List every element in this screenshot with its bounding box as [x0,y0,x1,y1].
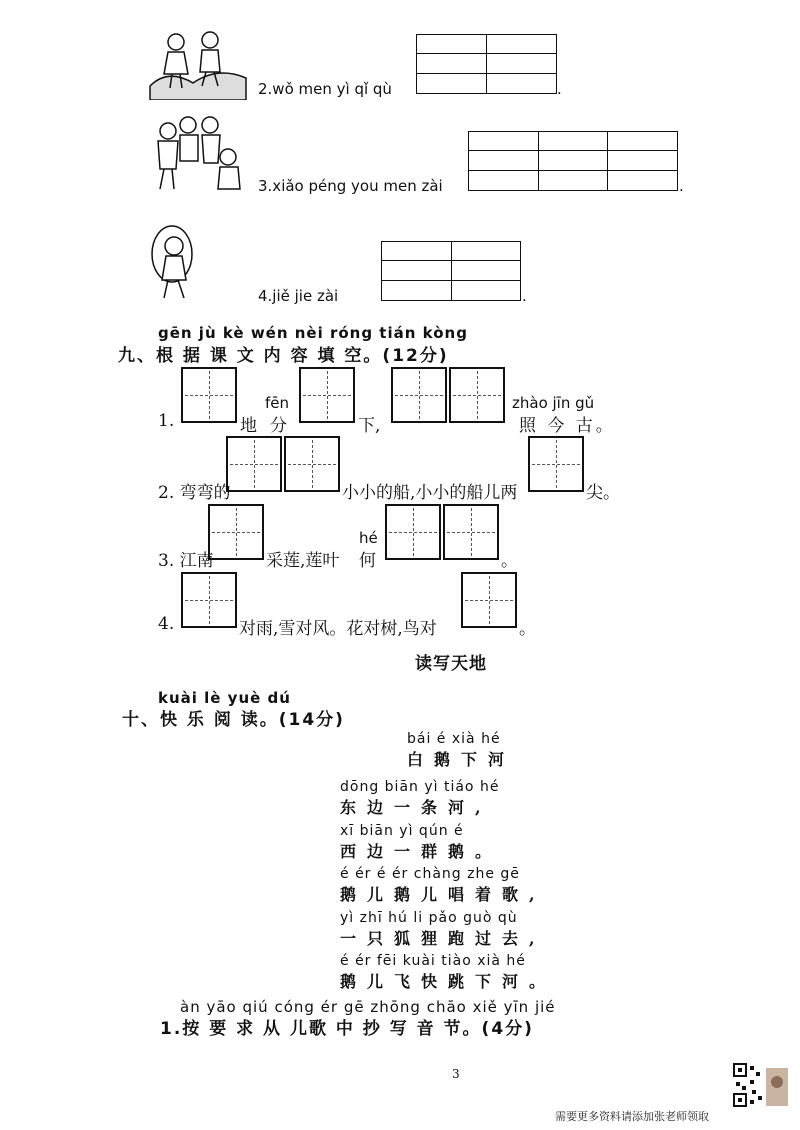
char-box[interactable] [385,504,441,560]
char-box[interactable] [528,436,584,492]
period: . [557,80,562,98]
page-number: 3 [452,1067,460,1081]
period: . [679,177,684,195]
poem-line-text: 鹅儿鹅儿唱着歌, [340,885,546,904]
l1-num: 1. [158,411,175,431]
l2-text-a: 2. 弯弯的 [158,483,231,503]
l4-text-a: 对雨,雪对风。花对树,鸟对 [239,619,437,639]
char-box[interactable] [226,436,282,492]
char-box[interactable] [299,367,355,423]
l4-num: 4. [158,614,175,634]
poem-line [340,866,600,905]
char-box[interactable] [181,572,237,628]
l3-text-b: 采莲,莲叶 [266,551,340,571]
char-box[interactable] [208,504,264,560]
answer-grid-4[interactable] [381,241,521,301]
section-title: 读写天地 [415,654,487,674]
l3-text-he: 何 [359,551,376,571]
poem-title-block [407,731,667,770]
l1-pinyin-d: zhào jīn gǔ [512,394,595,412]
l3-text-a: 3. 江南 [158,551,214,571]
girl-skipping-rope-illustration [150,224,200,304]
char-box[interactable] [461,572,517,628]
q9-title: 九、根 据 课 文 内 容 填 空。(12分) [118,346,449,366]
poem-line [340,953,600,992]
sub1-pinyin: àn yāo qiú cóng ér gē zhōng chāo xiě yīn jié [180,998,556,1016]
answer-grid-3[interactable] [468,131,678,191]
l1-text-a: 地 [240,416,257,436]
l2-text-b: 小小的船,小小的船儿两 [342,483,518,503]
poem-line-text: 鹅儿飞快跳下河。 [340,972,557,991]
l1-text-c: 下, [358,416,381,436]
char-box[interactable] [449,367,505,423]
poem-line-pinyin: é ér fēi kuài tiào xià hé [340,953,526,969]
poem-line-pinyin: dōng biān yì tiáo hé [340,779,500,795]
l1-pinyin-fen: fēn [265,394,290,412]
char-box[interactable] [391,367,447,423]
poem-line-text: 一只狐狸跑过去, [340,929,546,948]
l1-text-fen: 分 [270,416,287,436]
char-box[interactable] [284,436,340,492]
poem-line-text: 西边一群鹅。 [340,842,503,861]
q8-line2: 2.wǒ men yì qǐ qù [258,80,392,98]
period: . [522,287,527,305]
poem-line-pinyin: é ér é ér chàng zhe gē [340,866,520,882]
poem-line [340,910,600,949]
children-playing-illustration [148,113,248,193]
q10-title: 十、快 乐 阅 读。(14分) [122,710,345,730]
q9-pinyin: gēn jù kè wén nèi róng tián kòng [158,324,468,342]
sub1-text: 1.按 要 求 从 儿歌 中 抄 写 音 节。(4分) [160,1019,534,1039]
qr-code-icon [732,1062,792,1110]
char-box[interactable] [443,504,499,560]
poem-line [340,823,600,862]
poem-line-pinyin: yì zhī hú li pǎo guò qù [340,910,518,926]
poem-title-pinyin: bái é xià hé [407,731,501,747]
poem-line [340,779,600,818]
answer-grid-2[interactable] [416,34,557,94]
q10-pinyin: kuài lè yuè dú [158,689,291,707]
l1-text-d: 照 今 古。 [519,416,616,436]
q8-line3: 3.xiǎo péng you men zài [258,177,443,195]
q8-line4: 4.jiě jie zài [258,287,339,305]
girls-walking-illustration [148,28,248,100]
poem-title: 白鹅下河 [407,750,516,769]
poem-line-pinyin: xī biān yì qún é [340,823,464,839]
l4-end: 。 [519,619,536,639]
footer-note: 需要更多资料请添加张老师领取 [555,1110,709,1123]
char-box[interactable] [181,367,237,423]
l3-end: 。 [501,551,518,571]
l3-pinyin-he: hé [359,529,378,547]
poem-line-text: 东边一条河, [340,798,492,817]
l2-text-c: 尖。 [586,483,620,503]
